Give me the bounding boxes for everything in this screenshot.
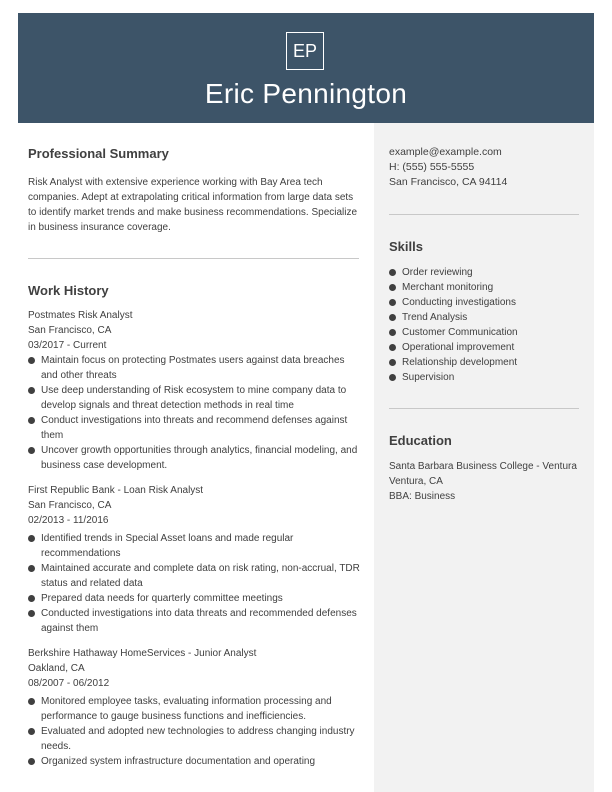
job-title: First Republic Bank - Loan Risk Analyst [28, 485, 204, 496]
job-bullet: Prepared data needs for quarterly committee meetings [28, 591, 360, 606]
job-bullets [28, 353, 360, 473]
job-bullet: Maintain focus on protecting Postmates users against data breaches and other threats [28, 353, 360, 383]
skills-list [389, 265, 579, 385]
contact-phone: H: (555) 555-5555 [389, 161, 475, 173]
skill-item: Trend Analysis [389, 310, 579, 325]
sidebar-column [389, 145, 579, 504]
section-divider [389, 214, 579, 215]
job-bullets [28, 531, 360, 636]
skill-item: Relationship development [389, 355, 579, 370]
contact-email: example@example.com [389, 146, 502, 158]
job-bullet: Conduct investigations into threats and recommend defenses against them [28, 413, 360, 443]
job-entry [28, 483, 360, 636]
job-entry [28, 308, 360, 473]
education-entry [389, 459, 579, 504]
monogram-badge: EP [286, 32, 324, 70]
job-dates: 02/2013 - 11/2016 [28, 515, 109, 526]
skill-item: Conducting investigations [389, 295, 579, 310]
skill-item: Merchant monitoring [389, 280, 579, 295]
job-bullets [28, 694, 360, 769]
contact-block [389, 145, 579, 190]
contact-location: San Francisco, CA 94114 [389, 176, 508, 188]
job-bullet: Evaluated and adopted new technologies to address changing industry needs. [28, 724, 360, 754]
work-history-title: Work History [28, 283, 109, 298]
job-bullet: Monitored employee tasks, evaluating information processing and performance to gauge business functions and inefficiencies. [28, 694, 360, 724]
job-title: Postmates Risk Analyst [28, 310, 133, 321]
skills-title: Skills [389, 239, 423, 254]
skill-item: Operational improvement [389, 340, 579, 355]
job-dates: 08/2007 - 06/2012 [28, 678, 110, 689]
education-degree: BBA: Business [389, 491, 456, 502]
job-bullet: Maintained accurate and complete data on risk rating, non-accrual, TDR status and related data [28, 561, 360, 591]
job-bullet: Organized system infrastructure documentation and operating [28, 754, 360, 769]
job-bullet: Use deep understanding of Risk ecosystem to mine company data to develop signals and threat detection methods in real time [28, 383, 360, 413]
job-bullet: Identified trends in Special Asset loans and made regular recommendations [28, 531, 360, 561]
skill-item: Order reviewing [389, 265, 579, 280]
candidate-name: Eric Pennington [204, 78, 408, 109]
section-divider [28, 258, 359, 259]
job-location: Oakland, CA [28, 663, 85, 674]
education-school: Santa Barbara Business College - Ventura [389, 461, 577, 472]
job-location: San Francisco, CA [28, 325, 112, 336]
job-entry [28, 646, 360, 769]
section-divider [389, 408, 579, 409]
job-bullet: Uncover growth opportunities through analytics, financial modeling, and business case development. [28, 443, 360, 473]
skill-item: Supervision [389, 370, 579, 385]
job-bullet: Conducted investigations into data threats and recommended defenses against them [28, 606, 360, 636]
summary-title: Professional Summary [28, 146, 169, 161]
job-title: Berkshire Hathaway HomeServices - Junior Analyst [28, 648, 257, 659]
summary-text: Risk Analyst with extensive experience working with Bay Area tech companies. Adept at extrapolating critical information from large data sets to identify market trends and make business recommendations. Specialize in business insurance coverage. [28, 177, 358, 233]
main-column [28, 145, 360, 769]
job-location: San Francisco, CA [28, 500, 112, 511]
education-location: Ventura, CA [389, 476, 443, 487]
job-dates: 03/2017 - Current [28, 340, 107, 351]
education-title: Education [389, 433, 452, 448]
skill-item: Customer Communication [389, 325, 579, 340]
